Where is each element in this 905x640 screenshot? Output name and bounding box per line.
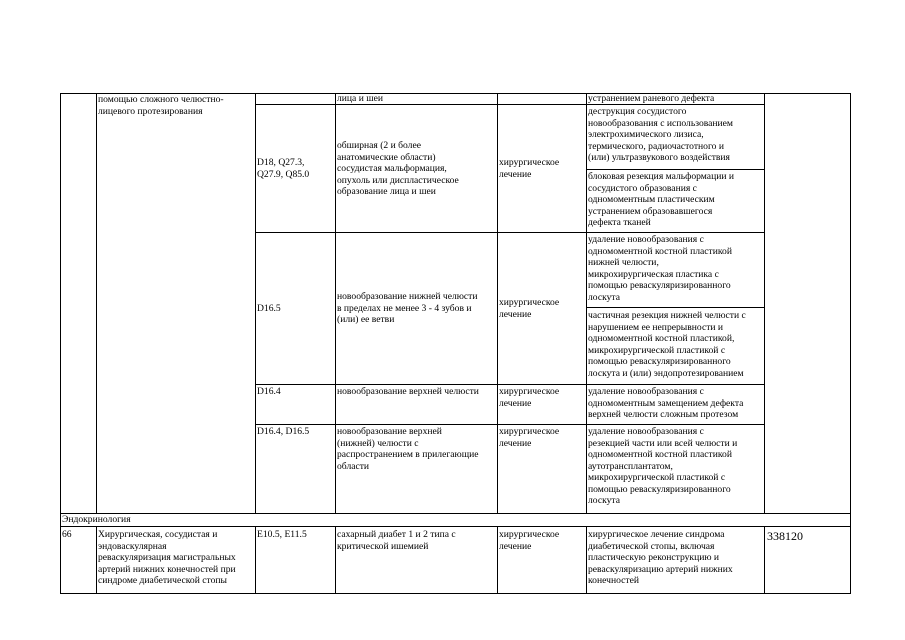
model-cell <box>337 93 383 105</box>
text-line: лица и шеи <box>337 93 384 104</box>
text-line: удаление новообразования с <box>588 426 704 437</box>
model-cell <box>337 291 478 326</box>
text-line: сосудистого образования с <box>588 182 697 194</box>
section-title: Эндокринология <box>62 514 131 525</box>
text-line: (нижней) челюсти с <box>337 437 419 449</box>
treatment-type-cell <box>499 386 559 409</box>
text-line: новообразование верхней <box>337 426 442 437</box>
table-line <box>60 593 850 594</box>
model-cell <box>337 426 478 472</box>
treatment-cell <box>588 386 743 421</box>
text-line: D18, Q27.3, <box>257 157 305 168</box>
text-line: лоскута и (или) эндопротезированием <box>588 367 744 379</box>
table-line <box>586 307 764 308</box>
text-line: синдроме диабетической стопы <box>98 575 227 586</box>
text-line: реваскуляризацию артерий нижних <box>588 563 733 575</box>
method-cell <box>98 529 236 587</box>
text-line: лечение <box>499 397 532 409</box>
text-line: удаление новообразования с <box>588 386 704 397</box>
treatment-cell <box>588 310 746 379</box>
table-line <box>850 93 851 594</box>
table-line <box>255 232 764 233</box>
codes-cell <box>257 529 307 541</box>
text-line: новообразование нижней челюсти <box>337 291 478 302</box>
text-line: устранением образовавшегося <box>588 205 713 217</box>
text-line: диабетической стопы, включая <box>588 540 715 552</box>
text-line: эндоваскулярная <box>98 540 167 552</box>
text-line: одномоментной костной пластикой <box>588 449 732 460</box>
text-line: D16.5 <box>257 303 281 314</box>
text-line: резекцией части или всей челюсти и <box>588 437 738 449</box>
text-line: микрохирургическая пластика с <box>588 268 719 280</box>
text-line: распространением в прилегающие <box>337 449 479 460</box>
method-cell <box>98 94 224 117</box>
text-line: лицевого протезирования <box>98 105 203 117</box>
text-line: сахарный диабет 1 и 2 типа с <box>337 529 456 540</box>
text-line: частичная резекция нижней челюсти с <box>588 310 746 321</box>
table-line <box>764 93 765 514</box>
text-line: блоковая резекция мальформации и <box>588 171 735 182</box>
treatment-type-cell <box>499 426 559 449</box>
text-line: лечение <box>499 540 532 552</box>
text-line: области <box>337 460 370 472</box>
treatment-cell <box>588 234 732 303</box>
text-line: одномоментной костной пластикой, <box>588 333 735 344</box>
treatment-cell <box>588 93 714 105</box>
text-line: (или) ультразвукового воздействия <box>588 152 730 163</box>
text-line: деструкция сосудистого <box>588 106 687 117</box>
text-line: новообразование верхней челюсти <box>337 386 479 397</box>
text-line: хирургическое <box>499 426 560 437</box>
text-line: помощью реваскуляризированного <box>588 483 731 495</box>
text-line: D16.4 <box>257 386 281 397</box>
text-line: удаление новообразования с <box>588 234 704 245</box>
text-line: хирургическое лечение синдрома <box>588 529 725 540</box>
table-line <box>586 93 587 514</box>
text-line: дефекта тканей <box>588 217 651 228</box>
text-line: лечение <box>499 308 532 320</box>
text-line: сосудистая мальформация, <box>337 163 447 174</box>
treatment-cell <box>588 529 733 587</box>
text-line: микрохирургической пластикой с <box>588 472 726 483</box>
text-line: Хирургическая, сосудистая и <box>98 529 218 540</box>
codes-cell <box>257 303 281 315</box>
text-line: помощью реваскуляризированного <box>588 280 731 291</box>
text-line: хирургическое <box>499 297 560 308</box>
text-line: обширная (2 и более <box>337 140 421 151</box>
text-line: опухоль или диспластическое <box>337 174 459 186</box>
text-line: (или) ее ветви <box>337 314 395 325</box>
text-line: аутотрансплантатом, <box>588 460 673 472</box>
price-cell: 338120 <box>767 529 803 543</box>
table-line <box>497 93 498 514</box>
text-line: микрохирургической пластикой с <box>588 344 726 356</box>
text-line: анатомические области) <box>337 151 436 163</box>
table-line <box>255 93 256 514</box>
text-line: верхней челюсти сложным протезом <box>588 409 739 420</box>
text-line: в пределах не менее 3 - 4 зубов и <box>337 302 472 314</box>
treatment-type-cell <box>499 157 559 180</box>
model-cell <box>337 140 459 198</box>
text-line: лоскута <box>588 495 620 506</box>
text-line: конечностей <box>588 575 639 586</box>
treatment-cell <box>588 171 734 229</box>
row-number: 66 <box>62 529 72 540</box>
treatment-cell <box>588 426 737 507</box>
text-line: нарушением ее непрерывности и <box>588 321 724 333</box>
text-line: лоскута <box>588 291 620 303</box>
codes-cell <box>257 157 309 180</box>
text-line: пластическую реконструкцию и <box>588 552 720 563</box>
text-line: одномоментной костной пластикой <box>588 245 732 257</box>
table-line <box>255 384 764 385</box>
table-line <box>255 526 256 594</box>
table-line <box>764 526 765 594</box>
table-line <box>497 526 498 594</box>
table-line <box>60 513 850 514</box>
table-line <box>586 169 764 170</box>
codes-cell <box>257 426 309 438</box>
table-line <box>255 424 764 425</box>
table-line <box>60 526 850 527</box>
treatment-cell <box>588 106 733 164</box>
treatment-type-cell <box>499 529 559 552</box>
text-line: устранением раневого дефекта <box>588 93 715 104</box>
table-line <box>586 526 587 594</box>
table-line <box>335 526 336 594</box>
text-line: нижней челюсти, <box>588 257 659 268</box>
text-line: D16.4, D16.5 <box>257 426 310 437</box>
text-line: Q27.9, Q85.0 <box>257 168 310 180</box>
text-line: хирургическое <box>499 386 560 397</box>
text-line: помощью сложного челюстно- <box>98 94 224 105</box>
text-line: термического, радиочастотного и <box>588 140 724 152</box>
text-line: E10.5, E11.5 <box>257 529 307 540</box>
text-line: помощью реваскуляризированного <box>588 356 731 367</box>
text-line: критической ишемией <box>337 540 429 552</box>
text-line: новообразования с использованием <box>588 117 734 129</box>
text-line: артерий нижних конечностей при <box>98 563 236 575</box>
table-line <box>335 93 336 514</box>
model-cell <box>337 529 456 552</box>
text-line: образование лица и шеи <box>337 186 436 197</box>
codes-cell <box>257 386 281 398</box>
table-line <box>96 93 97 514</box>
table-line <box>60 93 61 594</box>
text-line: одномоментным пластическим <box>588 194 715 205</box>
text-line: лечение <box>499 168 532 180</box>
model-cell <box>337 386 479 398</box>
text-line: лечение <box>499 437 532 449</box>
text-line: одномоментным замещением дефекта <box>588 397 744 409</box>
text-line: хирургическое <box>499 529 560 540</box>
text-line: реваскуляризация магистральных <box>98 552 236 563</box>
table-line <box>96 526 97 594</box>
text-line: электрохимического лизиса, <box>588 129 704 140</box>
text-line: хирургическое <box>499 157 560 168</box>
treatment-type-cell <box>499 297 559 320</box>
